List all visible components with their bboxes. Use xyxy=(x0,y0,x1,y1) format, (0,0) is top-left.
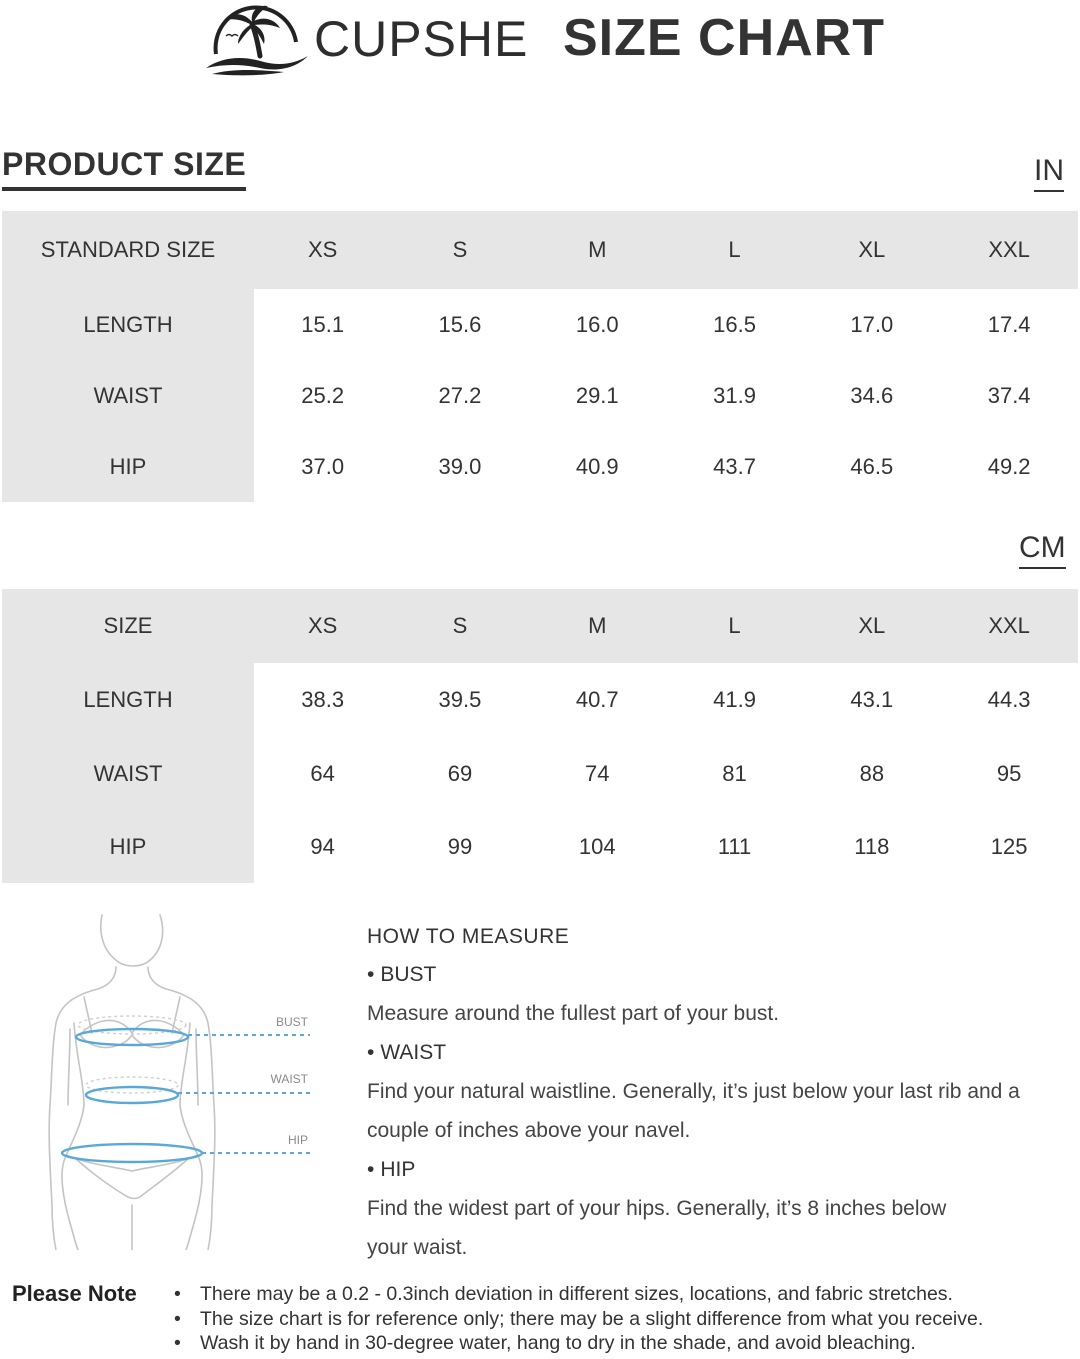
size-header: XS xyxy=(307,237,338,262)
measure-item-desc: Find your natural waistline. Generally, it’s just below your last rib and a couple of inches above your navel. xyxy=(367,1080,1020,1142)
page-title: SIZE CHART xyxy=(563,9,885,67)
body-measurement-figure xyxy=(40,905,330,1250)
table-header-row xyxy=(2,589,1078,663)
table-row xyxy=(2,360,1078,431)
table-cell: 15.1 xyxy=(301,311,345,337)
figure-label-bust: BUST xyxy=(275,1015,308,1029)
list-item xyxy=(174,1283,1064,1308)
size-header: L xyxy=(728,237,741,262)
size-header: XS xyxy=(307,613,338,638)
table-cell: 34.6 xyxy=(850,382,894,408)
bullet-icon: • xyxy=(367,962,375,986)
table-row xyxy=(2,663,1078,737)
table-cell: 17.4 xyxy=(987,311,1031,337)
measure-item-desc: Find the widest part of your hips. Generally, it’s 8 inches below your waist. xyxy=(367,1197,947,1259)
table-cell: 94 xyxy=(310,833,335,859)
how-to-measure-title: HOW TO MEASURE xyxy=(367,925,570,948)
size-header: XL xyxy=(858,237,886,262)
table-cell: 40.9 xyxy=(575,453,619,479)
size-header: M xyxy=(588,237,607,262)
figure-label-waist: WAIST xyxy=(270,1072,308,1086)
table-cell: 43.7 xyxy=(713,453,756,479)
figure-label-hip: HIP xyxy=(287,1133,308,1147)
table-cell: 69 xyxy=(447,760,473,786)
bullet-icon: • xyxy=(367,1040,375,1064)
size-header: L xyxy=(728,613,741,638)
table-cell: 39.0 xyxy=(438,453,482,479)
measure-item-desc: Measure around the fullest part of your bust. xyxy=(367,1002,780,1025)
row-label: WAIST xyxy=(2,360,254,431)
row-label: LENGTH xyxy=(2,663,254,737)
table-cell: 111 xyxy=(717,833,752,859)
measure-item-title xyxy=(367,1033,1067,1072)
row-label: HIP xyxy=(2,431,254,502)
table-cell: 44.3 xyxy=(987,687,1031,712)
size-header: M xyxy=(588,613,607,638)
table-cell: 17.0 xyxy=(850,311,894,337)
table-header-row xyxy=(2,211,1078,289)
size-table-cm xyxy=(2,589,1078,883)
bullet-icon: • xyxy=(174,1283,181,1305)
table-cell: 27.2 xyxy=(438,382,482,408)
table-cell: 37.0 xyxy=(301,453,345,479)
table-row xyxy=(2,289,1078,360)
table-cell: 81 xyxy=(722,760,747,786)
note-text: Wash it by hand in 30-degree water, hang to dry in the shade, and avoid bleaching. xyxy=(200,1332,916,1354)
size-header: S xyxy=(452,613,468,638)
table-row xyxy=(2,737,1078,810)
table-cell: 41.9 xyxy=(713,687,756,712)
table-cell: 16.0 xyxy=(575,311,619,337)
table-cell: 64 xyxy=(310,760,335,786)
how-to-measure xyxy=(367,925,1067,1267)
bullet-icon: • xyxy=(174,1332,181,1354)
measure-item-name: BUST xyxy=(380,962,437,986)
note-list xyxy=(174,1283,1064,1357)
table-cell: 95 xyxy=(996,760,1022,786)
table-cell: 88 xyxy=(859,760,885,786)
size-header: XXL xyxy=(988,613,1030,638)
table-cell: 38.3 xyxy=(301,687,345,712)
bullet-icon: • xyxy=(367,1157,375,1181)
table-cell: 46.5 xyxy=(850,453,894,479)
measure-item-title xyxy=(367,1150,1067,1189)
table-cell: 25.2 xyxy=(301,382,345,408)
note-text: There may be a 0.2 - 0.3inch deviation in different sizes, locations, and fabric stretches. xyxy=(200,1283,953,1305)
table-cell: 125 xyxy=(990,833,1028,859)
size-header: S xyxy=(452,237,468,262)
measure-item-name: HIP xyxy=(380,1157,416,1181)
size-header: XXL xyxy=(988,237,1030,262)
note-title: Please Note xyxy=(12,1281,137,1306)
row-label: HIP xyxy=(2,810,254,883)
list-item xyxy=(174,1308,1064,1333)
row-label: LENGTH xyxy=(2,289,254,360)
table-cell: 118 xyxy=(854,833,890,859)
palm-tree-logo-icon xyxy=(204,2,310,76)
table-cell: 74 xyxy=(585,760,610,786)
table-row xyxy=(2,431,1078,502)
size-header: XL xyxy=(858,613,886,638)
unit-label-in: IN xyxy=(1034,154,1064,192)
table-cell: 99 xyxy=(447,833,473,859)
measure-item-name: WAIST xyxy=(380,1040,447,1064)
bullet-icon: • xyxy=(174,1307,181,1330)
table-cell: 43.1 xyxy=(850,687,894,712)
table-cell: 31.9 xyxy=(713,382,756,408)
table-cell: 29.1 xyxy=(575,382,619,408)
header-label: STANDARD SIZE xyxy=(2,211,254,289)
table-cell: 16.5 xyxy=(713,311,756,337)
row-label: WAIST xyxy=(2,737,254,810)
note-text: The size chart is for reference only; there may be a slight difference from what you receive. xyxy=(200,1307,984,1330)
size-table-inches xyxy=(2,211,1078,502)
header-label: SIZE xyxy=(2,589,254,663)
table-cell: 40.7 xyxy=(575,687,619,712)
table-cell: 37.4 xyxy=(987,382,1031,408)
table-row xyxy=(2,810,1078,883)
unit-label-cm: CM xyxy=(1019,531,1066,569)
section-title-product-size: PRODUCT SIZE xyxy=(2,146,246,191)
table-cell: 49.2 xyxy=(987,453,1031,479)
table-cell: 39.5 xyxy=(438,687,482,712)
list-item xyxy=(174,1332,1064,1357)
measure-item-title xyxy=(367,955,1067,994)
brand-name: CUPSHE xyxy=(314,11,529,67)
table-cell: 15.6 xyxy=(438,311,482,337)
header xyxy=(0,0,1080,90)
table-cell: 104 xyxy=(578,833,616,859)
